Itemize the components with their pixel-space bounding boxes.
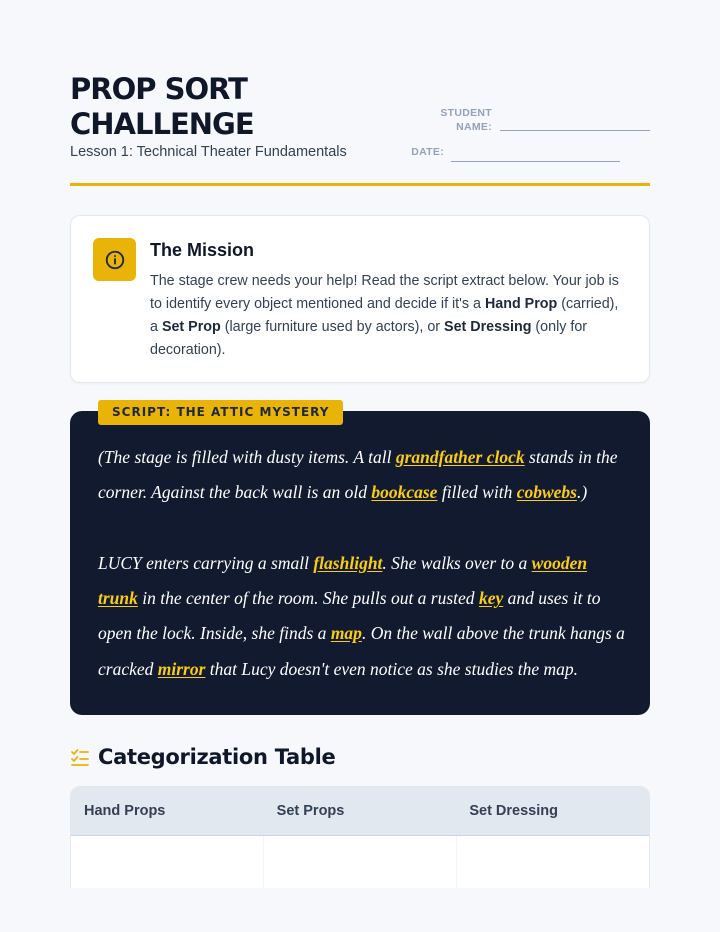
checklist-icon xyxy=(70,747,90,767)
date-label: DATE: xyxy=(411,146,444,158)
mission-instructions: The stage crew needs your help! Read the script extract below. Your job is to identify every object mentioned and decide if it's a Hand Prop (carried), a Set Prop (large furniture used by actors), or Set Dressing (only for decoration). xyxy=(150,273,619,358)
prop-bookcase: bookcase xyxy=(371,482,438,503)
script-extract xyxy=(70,405,650,715)
prop-wooden-trunk: wooden trunk xyxy=(98,552,588,609)
categorization-header xyxy=(70,742,335,772)
prop-flashlight: flashlight xyxy=(313,552,383,573)
prop-mirror: mirror xyxy=(157,658,206,679)
prop-map: map xyxy=(330,623,362,644)
column-hand-props: Hand Props xyxy=(84,803,166,819)
info-icon xyxy=(93,238,136,281)
script-paragraph-2: LUCY enters carrying a small flashlight. She walks over to a wooden trunk in the center of the room. She pulls out a rusted key and uses it to open the lock. Inside, she finds a map. On the wall above the trunk hangs a cracked mirror that Lucy doesn't even notice as she studies the map. xyxy=(98,552,625,679)
column-set-dressing: Set Dressing xyxy=(469,803,558,819)
page-title: PROP SORT CHALLENGE xyxy=(70,72,254,141)
page-subtitle: Lesson 1: Technical Theater Fundamentals xyxy=(70,144,347,160)
header-divider xyxy=(70,183,650,186)
column-set-props: Set Props xyxy=(276,803,345,819)
page-bottom-edge xyxy=(0,888,720,932)
script-text xyxy=(98,440,628,687)
script-tag: SCRIPT: THE ATTIC MYSTERY xyxy=(98,400,343,425)
prop-key: key xyxy=(478,588,504,609)
worksheet xyxy=(70,0,650,932)
categorization-title: Categorization Table xyxy=(98,745,336,769)
student-name-label: STUDENT NAME: xyxy=(440,107,492,133)
table-header xyxy=(71,787,649,836)
prop-grandfather-clock: grandfather clock xyxy=(395,447,525,467)
mission-title: The Mission xyxy=(150,240,255,260)
mission-card xyxy=(70,215,650,383)
date-field[interactable] xyxy=(451,161,620,162)
prop-cobwebs: cobwebs xyxy=(516,482,577,503)
student-name-field[interactable] xyxy=(500,130,650,131)
script-paragraph-1: (The stage is filled with dusty items. A tall grandfather clock stands in the corner. Against the back wall is an old bookcase filled with cobwebs.) xyxy=(98,447,618,503)
